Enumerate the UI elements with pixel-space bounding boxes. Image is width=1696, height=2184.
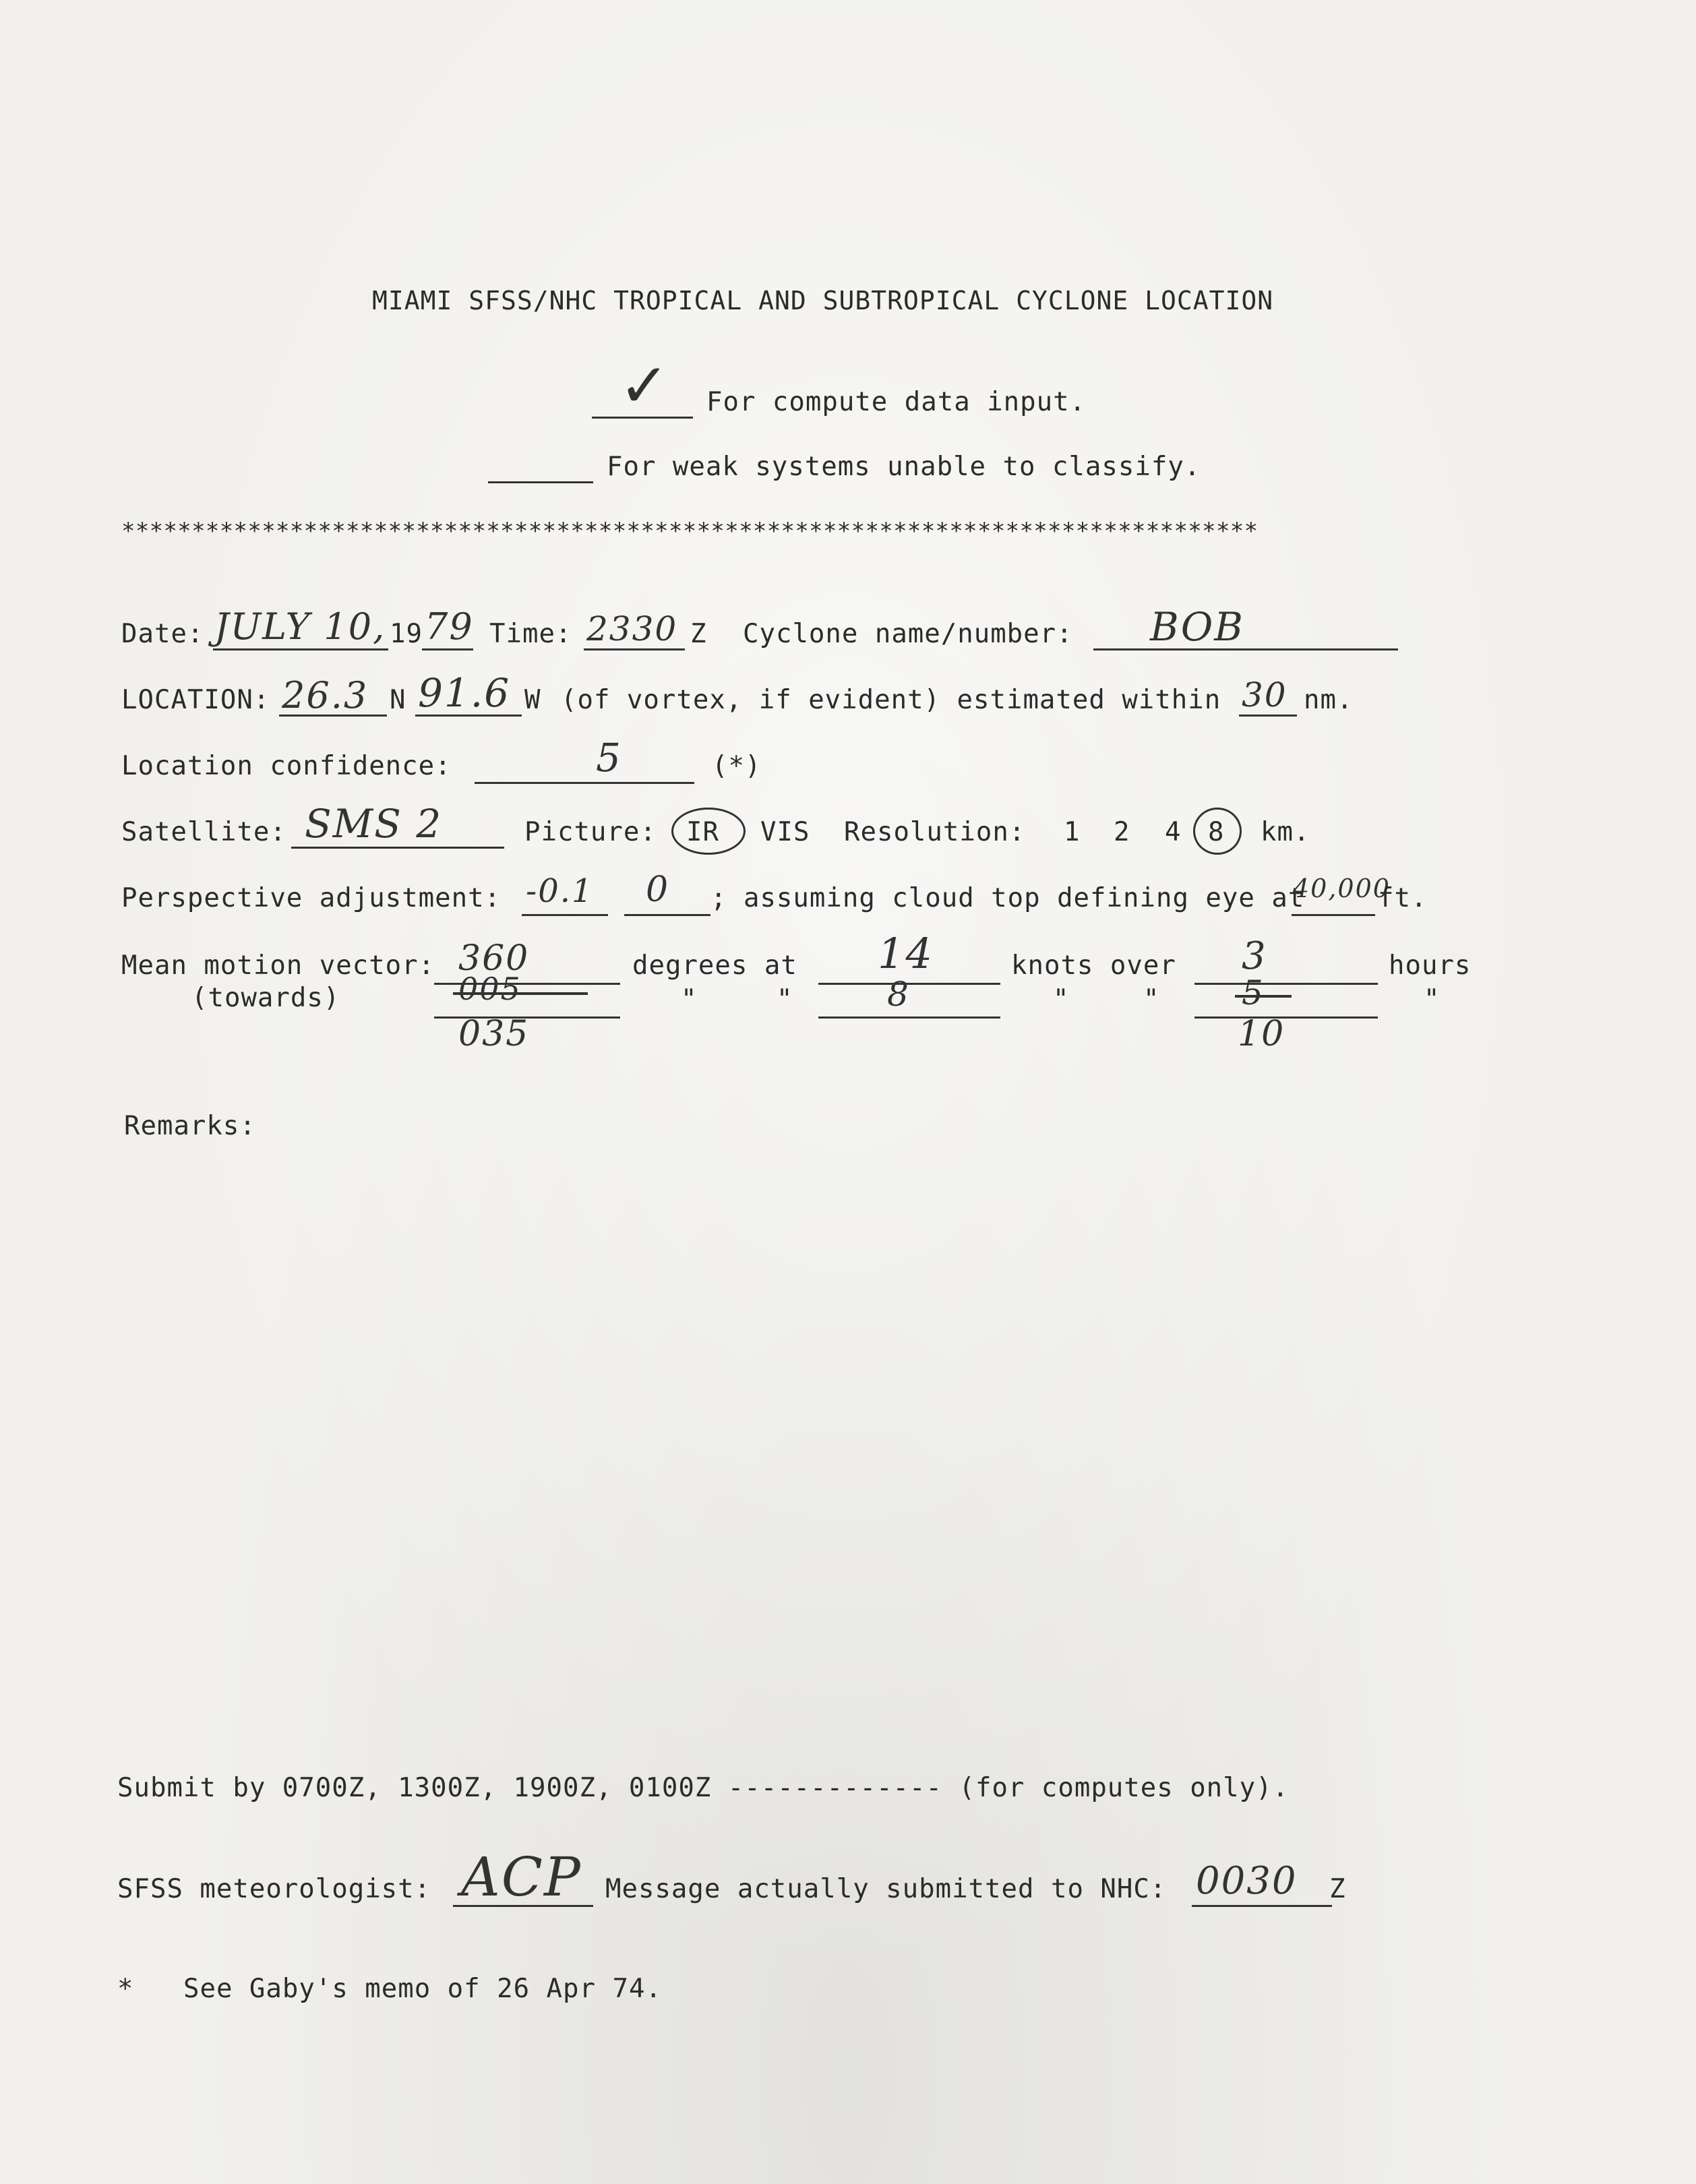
perspective-text: ; assuming cloud top defining eye at [710,883,1305,913]
within-underline [1239,715,1297,717]
message-suffix: Z [1329,1874,1346,1904]
date-underline [213,648,388,650]
initials-underline [453,1905,593,1907]
confidence-underline [475,782,694,784]
message-time-underline [1192,1905,1332,1907]
separator: ********************************************************************************* [121,518,1259,545]
degrees-at: degrees at [632,950,797,981]
confidence-note: (*) [712,751,762,781]
location-lon: 91.6 [418,670,511,716]
cyclone-underline [1093,648,1398,650]
location-unit: nm. [1304,685,1354,715]
hours2-strike [1235,995,1292,998]
weak-check-line [488,481,593,483]
hours1-underline [1194,983,1378,985]
check-mark: ✓ [619,351,671,421]
location-mid-text: (of vortex, if evident) estimated within [561,685,1221,715]
res-2: 2 [1114,817,1130,847]
motion-hours2: 5 [1242,973,1265,1012]
meteorologist-label: SFSS meteorologist: [117,1874,431,1904]
perspective-unit: ft. [1378,883,1428,913]
perspective-eye: 40,000 [1293,874,1391,903]
perspective-v1: -0.1 [526,872,594,910]
perspective-label: Perspective adjustment: [121,883,502,913]
res-8: 8 [1208,817,1225,847]
form-title: MIAMI SFSS/NHC TROPICAL AND SUBTROPICAL CYCLONE LOCATION [372,286,1274,315]
date-label: Date: [121,619,204,649]
cyclone-value: BOB [1150,604,1244,650]
date-value: JULY 10, [214,605,386,648]
lat-underline [279,715,387,717]
lon-underline [415,715,522,717]
satellite-underline [291,847,504,849]
time-suffix: Z [690,619,707,649]
date-year-prefix: 19 [390,619,423,649]
picture-ir: IR [686,817,719,847]
hours-label: hours [1389,950,1472,981]
res-unit: km. [1261,817,1310,847]
location-label: LOCATION: [121,685,270,715]
ditto-3: " [1053,984,1070,1014]
knots-over: knots over [1011,950,1176,981]
date-year: 79 [425,605,474,648]
motion-knots2: 8 [887,975,910,1014]
v1-underline [522,914,608,916]
motion-dir1: 360 [458,938,530,979]
motion-towards: (towards) [191,983,340,1013]
satellite-value: SMS 2 [305,801,443,847]
eye-underline [1292,914,1375,916]
remarks-label: Remarks: [124,1111,256,1141]
motion-label: Mean motion vector: [121,950,435,981]
location-lat: 26.3 [282,674,369,717]
location-within: 30 [1242,675,1288,715]
motion-dir3: 035 [458,1014,530,1054]
footnote-star: * [117,1974,134,2004]
year-underline [422,648,473,650]
dir2-strike [453,992,588,995]
motion-knots1: 14 [878,929,934,978]
confidence-value: 5 [596,735,622,781]
cyclone-label: Cyclone name/number: [743,619,1073,649]
perspective-v2: 0 [646,870,670,910]
ditto-1: " [681,984,698,1014]
v2-underline [624,914,710,916]
weak-label: For weak systems unable to classify. [607,452,1201,482]
ditto-4: " [1143,984,1160,1014]
motion-hours1: 3 [1242,934,1267,978]
confidence-label: Location confidence: [121,751,452,781]
satellite-label: Satellite: [121,817,286,847]
submit-text: Submit by 0700Z, 1300Z, 1900Z, 0100Z ------------- (for computes only). [117,1773,1290,1803]
resolution-label: Resolution: [844,817,1026,847]
motion-dir2: 005 [458,971,522,1007]
res-1: 1 [1064,817,1081,847]
time-value: 2330 [586,609,678,648]
message-label: Message actually submitted to NHC: [605,1874,1167,1904]
ditto-5: " [1424,984,1441,1014]
picture-vis: VIS [760,817,810,847]
location-lat-suffix: N [390,685,406,715]
compute-label: For compute data input. [706,387,1087,417]
location-lon-suffix: W [524,685,541,715]
meteorologist-initials: ACP [461,1846,582,1908]
message-time: 0030 [1196,1859,1298,1903]
time-underline [584,648,685,650]
time-label: Time: [489,619,572,649]
motion-hours3: 10 [1238,1014,1285,1054]
footnote-text: See Gaby's memo of 26 Apr 74. [183,1974,662,2004]
ditto-2: " [777,984,793,1014]
hours2-underline [1194,1017,1378,1019]
res-4: 4 [1165,817,1182,847]
knots2-underline [818,1017,1000,1019]
picture-label: Picture: [524,817,657,847]
